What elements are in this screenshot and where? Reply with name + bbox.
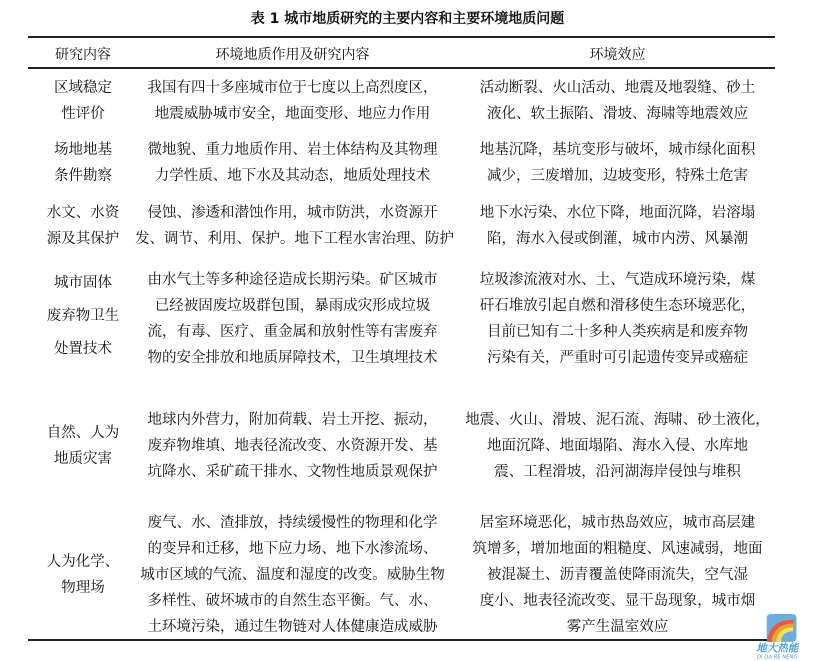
- cell-line: 由水气土等多种途径造成长期污染。矿区城市: [147, 272, 438, 288]
- cell-line: 地质灾害: [54, 451, 112, 467]
- cell-line: 废弃物卫生: [46, 308, 120, 324]
- cell-line: 地震、火山、滑坡、泥石流、海啸、砂土液化，: [465, 412, 770, 428]
- cell-line: 活动断裂、火山活动、地震及地裂缝、砂土: [479, 80, 756, 96]
- cell-line: 微地貌、重力地质作用、岩土体结构及其物理: [147, 142, 438, 158]
- cell-line: 地面沉降、地面塌陷、海水入侵、水库地: [487, 438, 748, 454]
- cell-line: 条件勘察: [54, 168, 112, 184]
- cell-line: 物的安全排放和地质屏障技术，卫生填埋技术: [147, 350, 438, 366]
- cell-line: 场地地基: [54, 142, 112, 158]
- cell-line: 多样性、破坏城市的自然生态平衡。气、水、: [147, 593, 438, 609]
- cell-effect: [460, 267, 775, 371]
- header-effect: 环境效应: [589, 47, 646, 63]
- cell-line: 力学性质、地下水及其动态，地质处理技术: [154, 168, 431, 184]
- cell-topic: [28, 549, 138, 601]
- cell-line: 减少，三废增加，边坡变形，特殊土危害: [487, 168, 748, 184]
- cell-effect: [460, 75, 775, 127]
- header-topic: 研究内容: [55, 47, 111, 63]
- cell-line: 液化、软土振陷、滑坡、海啸等地震效应: [487, 106, 748, 122]
- cell-topic: [28, 75, 138, 127]
- header-content: 环境地质作用及研究内容: [215, 47, 370, 63]
- cell-topic: [28, 137, 138, 189]
- cell-line: 自然、人为: [46, 425, 120, 441]
- cell-line: 震、工程滑坡，沿河湖海岸侵蚀与堆积: [494, 464, 741, 480]
- cell-line: 发、调节、利用、保护。地下工程水害治理、防护: [135, 231, 454, 247]
- cell-line: 雾产生温室效应: [566, 619, 669, 635]
- cell-content: [135, 75, 450, 127]
- cell-line: 侵蚀、渗透和潜蚀作用，城市防洪，水资源开: [147, 205, 438, 221]
- cell-content: [135, 510, 450, 640]
- cell-line: 度小、地表径流改变、显干岛现象，城市烟: [479, 593, 756, 609]
- cell-line: 坑降水、采矿疏干排水、文物性地质景观保护: [147, 464, 438, 480]
- cell-line: 我国有四十多座城市位于七度以上高烈度区，: [147, 80, 438, 96]
- cell-line: 土环境污染，通过生物链对人体健康造成威胁: [147, 619, 438, 635]
- cell-line: 区域稳定: [54, 80, 112, 96]
- cell-line: 源及其保护: [46, 231, 120, 247]
- cell-line: 地下水污染、水位下降，地面沉降，岩溶塌: [479, 205, 756, 221]
- cell-line: 污染有关，严重时可引起遗传变异或癌症: [487, 350, 748, 366]
- cell-topic: [28, 267, 138, 366]
- header-rule: [28, 67, 775, 69]
- cell-content: [135, 267, 450, 371]
- cell-line: 物理场: [61, 580, 105, 596]
- cell-line: 人为化学、: [46, 554, 120, 570]
- cell-topic: [28, 420, 138, 472]
- cell-line: 的变异和迁移，地下应力场、地下水渗流场、: [147, 541, 438, 557]
- cell-line: 流，有毒、医疗、重金属和放射性等有害废弃: [147, 324, 438, 340]
- cell-effect: [460, 137, 775, 189]
- cell-effect: [460, 407, 775, 485]
- table-title: 表 1 城市地质研究的主要内容和主要环境地质问题: [250, 11, 565, 27]
- cell-line: 垃圾渗流液对水、土、气造成环境污染，煤: [479, 272, 756, 288]
- cell-line: 居室环境恶化，城市热岛效应，城市高层建: [479, 515, 756, 531]
- cell-line: 矸石堆放引起自燃和滑移使生态环境恶化，: [479, 298, 756, 314]
- cell-line: 陷，海水入侵或倒灌，城市内涝、风暴潮: [487, 231, 748, 247]
- cell-content: [135, 137, 450, 189]
- bottom-rule: [28, 639, 775, 641]
- cell-effect: [460, 510, 775, 640]
- cell-line: 废弃物堆填、地表径流改变、水资源开发、基: [147, 438, 438, 454]
- cell-line: 被混凝土、沥青覆盖使降雨流失，空气湿: [487, 567, 748, 583]
- cell-line: 筑增多，增加地面的粗糙度、风速减弱，地面: [472, 541, 763, 557]
- watermark-logo: [740, 614, 815, 661]
- cell-line: 废气、水、渣排放，持续缓慢性的物理和化学: [147, 515, 438, 531]
- cell-line: 性评价: [61, 106, 105, 122]
- cell-line: 地震威胁城市安全，地面变形、地应力作用: [154, 106, 431, 122]
- cell-line: 处置技术: [54, 341, 112, 357]
- svg-text:DI DA RE NENG: DI DA RE NENG: [756, 654, 798, 661]
- cell-line: 水文、水资: [46, 205, 120, 221]
- cell-line: 城市固体: [54, 275, 112, 291]
- cell-line: 地球内外营力，附加荷载、岩土开挖、振动，: [147, 412, 438, 428]
- cell-line: 目前已知有二十多种人类疾病是和废弃物: [487, 324, 748, 340]
- cell-effect: [460, 200, 775, 252]
- cell-content: [135, 407, 450, 485]
- cell-line: 地基沉降，基坑变形与破坏，城市绿化面积: [479, 142, 756, 158]
- cell-content: [135, 200, 454, 252]
- svg-text:地大热能: 地大热能: [756, 642, 799, 655]
- cell-topic: [28, 200, 138, 252]
- top-rule: [28, 36, 775, 38]
- cell-line: 已经被固废垃圾群包围，暴雨成灾形成垃圾: [154, 298, 431, 314]
- cell-line: 城市区域的气流、温度和湿度的改变。威胁生物: [140, 567, 445, 583]
